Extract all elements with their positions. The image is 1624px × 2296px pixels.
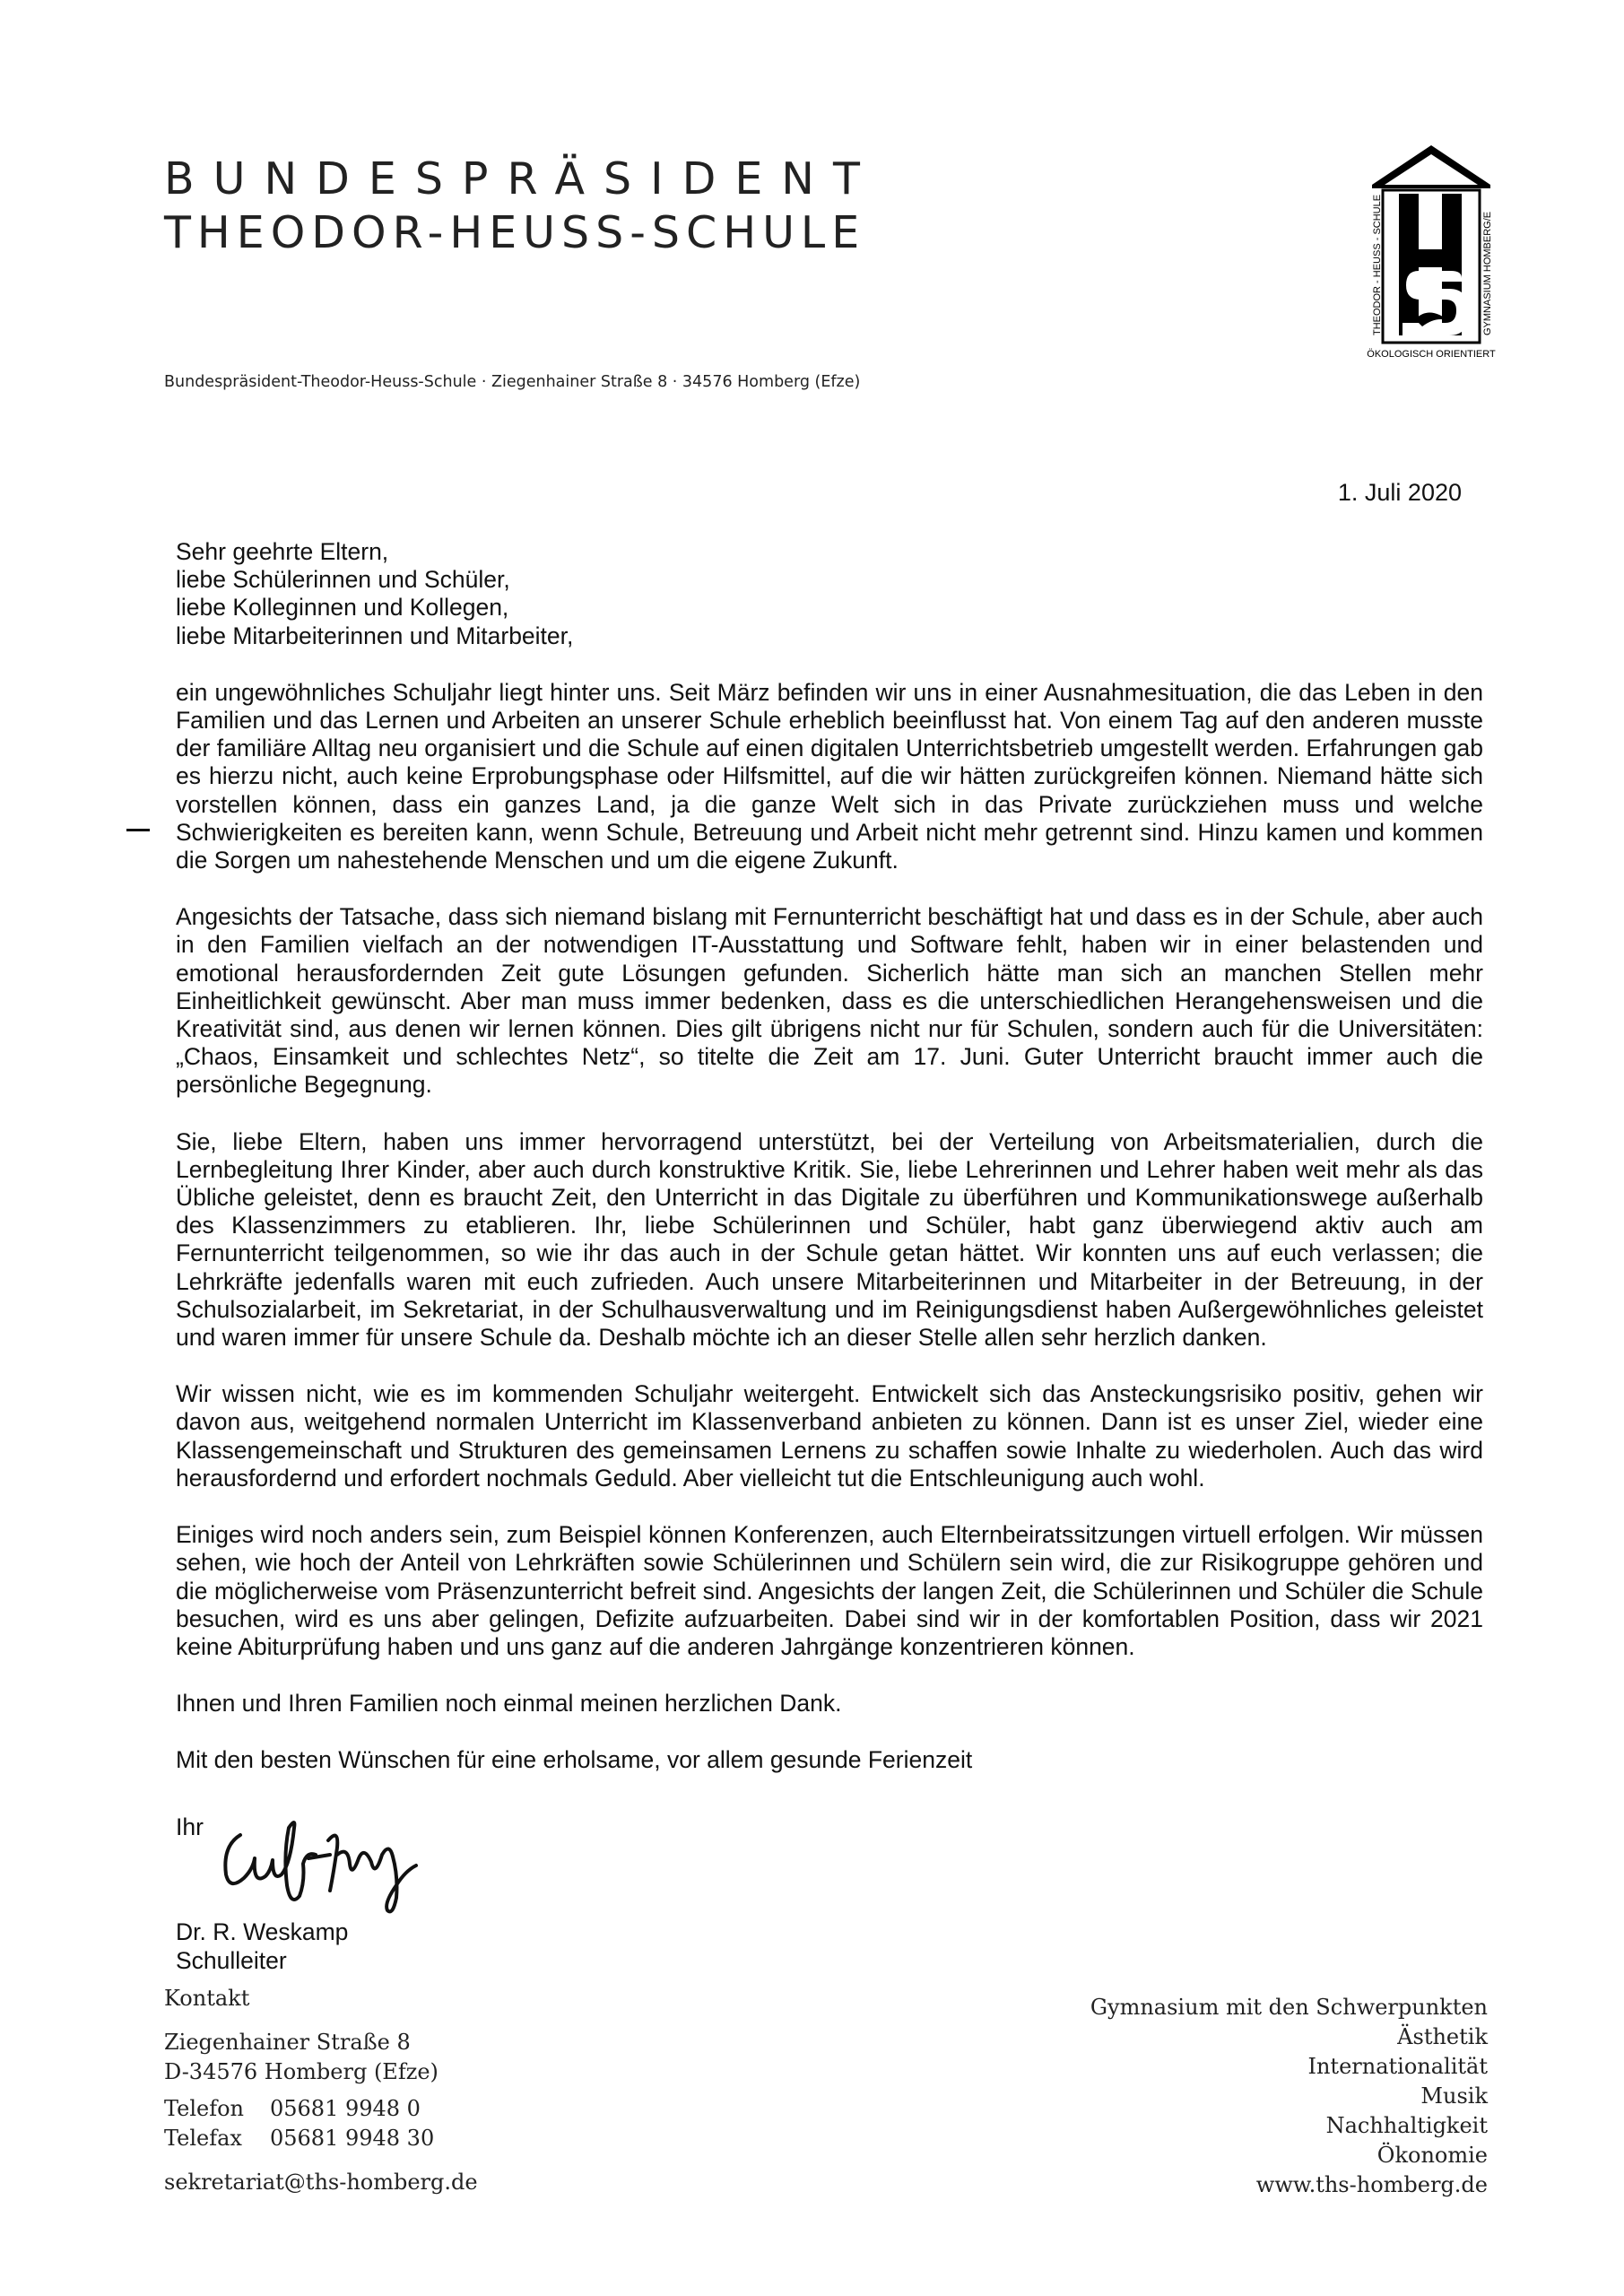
fax-label: Telefax (164, 2126, 242, 2151)
salutation-line: liebe Mitarbeiterinnen und Mitarbeiter, (176, 622, 574, 649)
phone-label: Telefon (164, 2096, 245, 2121)
body-paragraph: Angesichts der Tatsache, dass sich niemand bislang mit Fernunterricht beschäftigt hat und dass es in der Schule, aber auch in den Familien vielfach an der notwendigen IT-Ausstattung und Software fehlt, haben wir in einer belastenden und emotional herausfordernden Zeit gute Lösungen gefunden. Sicherlich hätte man sich an manchen Stellen mehr Einheitlichkeit gewünscht. Aber man muss immer bedenken, dass es die unterschiedlichen Herangehensweisen und die Kreativität sind, aus denen wir lernen können. Dies gilt übrigens nicht nur für Schulen, sondern auch für die Universitäten: „Chaos, Einsamkeit und schlechtes Netz“, so titelte die Zeit am 17. Juni. Guter Unterricht braucht immer auch die persönliche Begegnung. (176, 903, 1483, 1099)
fold-mark (126, 829, 150, 831)
logo-right-text: GYMNASIUM HOMBERG/E (1482, 211, 1493, 335)
body-paragraph: Sie, liebe Eltern, haben uns immer hervorragend unterstützt, bei der Verteilung von Arbeitsmaterialien, durch die Lernbegleitung Ihrer Kinder, aber auch durch konstruktive Kritik. Sie, liebe Lehrerinnen und Lehrer haben weit mehr als das Übliche geleistet, denn es braucht Zeit, den Unterricht in das Digitale zu überführen und Kommunikationswege außerhalb des Klassenzimmers zu etablieren. Ihr, liebe Schülerinnen und Schüler, habt ganz überwiegend aktiv auch am Fernunterricht teilgenommen, so wie ihr das auch in der Schule getan hättet. Wir konnten uns auf euch verlassen; die Lehrkräfte jedenfalls waren mit euch zufrieden. Auch unsere Mitarbeiterinnen und Mitarbeiter in der Betreuung, in der Schulsozialarbeit, im Sekretariat, in der Schulhausverwaltung und im Reinigungsdienst haben Außergewöhnliches geleistet und waren immer für unsere Schule da. Deshalb möchte ich an dieser Stelle allen sehr herzlich danken. (176, 1127, 1483, 1352)
phone-row (164, 2094, 478, 2124)
profile-item: Nachhaltigkeit (1325, 2113, 1488, 2138)
profile-item: Internationalität (1307, 2054, 1488, 2079)
fax-number: 05681 9948 30 (270, 2126, 435, 2151)
profile-item: Musik (1420, 2083, 1488, 2109)
logo-bottom-text: ÖKOLOGISCH ORIENTIERT (1367, 349, 1496, 360)
body-paragraph: ein ungewöhnliches Schuljahr liegt hinter uns. Seit März befinden wir uns in einer Ausnahmesituation, die das Leben in den Familien und das Lernen und Arbeiten an unserer Schule erheblich beeinflusst hat. Von einem Tag auf den anderen musste der familiäre Alltag neu organisiert und die Schule auf einen digitalen Unterrichtsbetrieb umgestellt werden. Erfahrungen gab es hierzu nicht, auch keine Erprobungsphase oder Hilfsmittel, auf die wir hätten zurückgreifen können. Niemand hätte sich vorstellen können, dass ein ganzes Land, ja die ganze Welt sich in das Private zurückziehen muss und welche Schwierigkeiten es bereiten kann, wenn Schule, Betreuung und Arbeit nicht mehr getrennt sind. Hinzu kamen und kommen die Sorgen um nahestehende Menschen und um die eigene Zukunft. (176, 678, 1483, 874)
contact-email: sekretariat@ths-homberg.de (164, 2170, 478, 2195)
school-logo-ths-icon (1363, 144, 1499, 363)
handwritten-signature (213, 1792, 438, 1926)
letterhead-title-line1: BUNDESPRÄSIDENT (164, 153, 879, 204)
letter-date: 1. Juli 2020 (1337, 479, 1462, 506)
salutation (176, 538, 1483, 650)
sender-address-line: Bundespräsident-Theodor-Heuss-Schule · Ziegenhainer Straße 8 · 34576 Homberg (Efze) (164, 373, 861, 391)
profile-item: Ökonomie (1376, 2143, 1488, 2168)
signer-name: Dr. R. Weskamp (176, 1918, 349, 1945)
letterhead-title-line2: THEODOR-HEUSS-SCHULE (164, 207, 866, 258)
contact-street: Ziegenhainer Straße 8 (164, 2030, 411, 2055)
letter-body (176, 538, 1483, 1804)
signer-block (176, 1918, 348, 1975)
profile-heading: Gymnasium mit den Schwerpunkten (1090, 1995, 1488, 2020)
complimentary-close: Ihr (176, 1813, 204, 1840)
body-paragraph: Wir wissen nicht, wie es im kommenden Schuljahr weitergeht. Entwickelt sich das Ansteckungsrisiko positiv, gehen wir davon aus, weitgehend normalen Unterricht im Klassenverband anbieten zu können. Dann ist es unser Ziel, wieder eine Klassengemeinschaft und Strukturen des gemeinsamen Lernens zu schaffen sowie Inhalte zu wiederholen. Auch das wird herausfordernd und erfordert nochmals Geduld. Aber vielleicht tut die Entschleunigung auch wohl. (176, 1380, 1483, 1492)
salutation-line: liebe Kolleginnen und Kollegen, (176, 594, 509, 622)
website: www.ths-homberg.de (1255, 2172, 1488, 2197)
letterhead (164, 152, 879, 260)
profile-item: Ästhetik (1397, 2024, 1488, 2049)
contact-heading: Kontakt (164, 1986, 250, 2011)
salutation-line: liebe Schülerinnen und Schüler, (176, 566, 510, 594)
logo-left-text: THEODOR - HEUSS - SCHULE (1372, 194, 1383, 335)
signer-title: Schulleiter (176, 1947, 287, 1974)
body-paragraph: Einiges wird noch anders sein, zum Beispiel können Konferenzen, auch Elternbeiratssitzungen virtuell erfolgen. Wir müssen sehen, wie hoch der Anteil von Lehrkräften sowie Schülerinnen und Schülern sein wird, die zur Risikogruppe gehören und die möglicherweise vom Präsenzunterricht befreit sind. Angesichts der langen Zeit, die Schülerinnen und Schüler die Schule besuchen, wird es uns aber gelingen, Defizite aufzuarbeiten. Dabei sind wir in der komfortablen Position, dass wir 2021 keine Abiturprüfung haben und uns ganz auf die anderen Jahrgänge konzentrieren können. (176, 1521, 1483, 1660)
footer-contact (164, 1984, 478, 2197)
phone-number: 05681 9948 0 (270, 2096, 421, 2121)
fax-row (164, 2124, 478, 2153)
thanks-line: Ihnen und Ihren Familien noch einmal meinen herzlichen Dank. (176, 1690, 842, 1718)
contact-city: D-34576 Homberg (Efze) (164, 2059, 439, 2084)
salutation-line: Sehr geehrte Eltern, (176, 538, 389, 565)
footer-profile (1090, 1993, 1488, 2200)
closing-line: Mit den besten Wünschen für eine erholsame, vor allem gesunde Ferienzeit (176, 1746, 973, 1774)
